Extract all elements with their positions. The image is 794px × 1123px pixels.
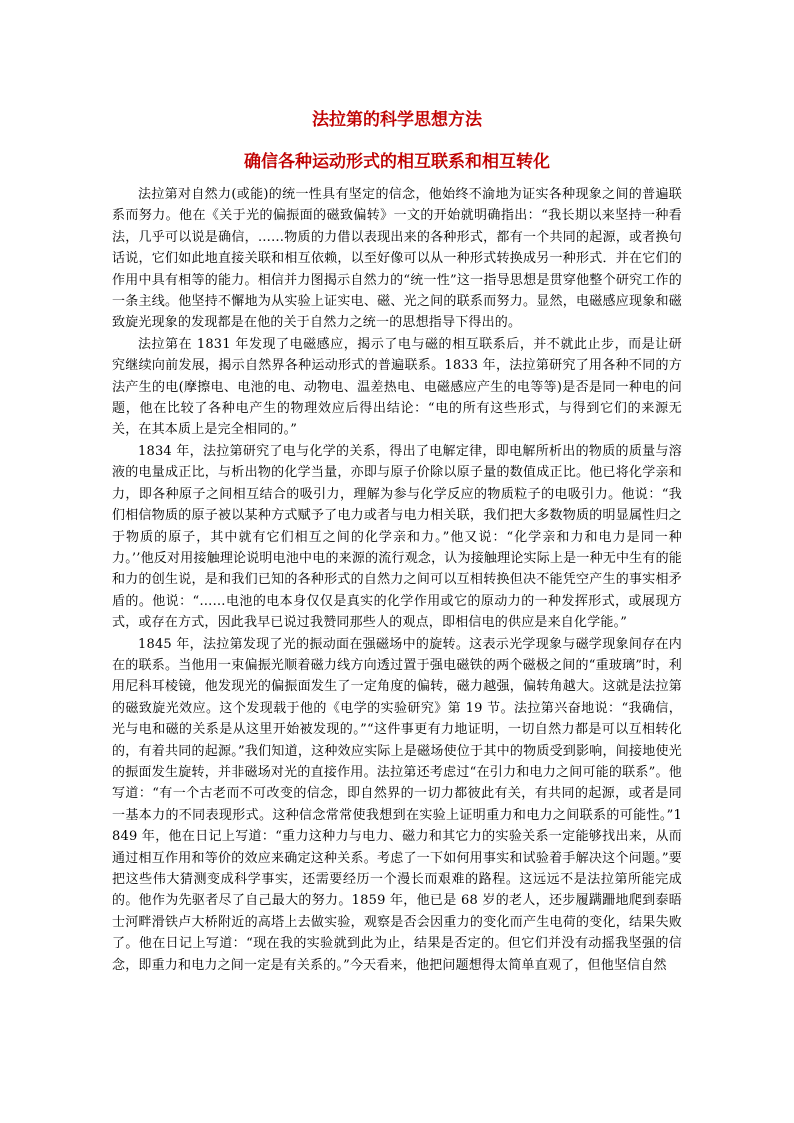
body-paragraph-1: 法拉第对自然力(或能)的统一性具有坚定的信念，他始终不渝地为证实各种现象之间的普遍联系而努力。他在《关于光的偏振面的磁致偏转》一文的开始就明确指出：“我长期以来坚持一种看法，几乎可以说是确信，……物质的力借以表现出来的各种形式，都有一个共同的起源，或者换句话说，它们如此地直接关联和相互依赖，以至好像可以从一种形式转换成另一种形式．并在它们的作用中具有相等的能力。相信并力图揭示自然力的“统一性”这一指导思想是贯穿他整个研究工作的一条主线。他坚持不懈地为从实验上证实电、磁、光之间的联系而努力。显然，电磁感应现象和磁致旋光现象的发现都是在他的关于自然力之统一的思想指导下得出的。 <box>112 187 682 331</box>
document-page <box>112 100 682 976</box>
body-paragraph-3: 1834 年，法拉第研究了电与化学的关系，得出了电解定律，即电解所析出的物质的质量与溶液的电量成正比，与析出物的化学当量，亦即与原子价除以原子量的数值成正比。他已将化学亲和力，即各种原子之间相互结合的吸引力，理解为参与化学反应的物质粒子的电吸引力。他说：“我们相信物质的原子被以某种方式赋予了电力或者与电力相关联，我们把大多数物质的明显属性归之于物质的原子，其中就有它们相互之间的化学亲和力。”他又说：“化学亲和力和电力是同一种力。’’他反对用接触理论说明电池中电的来源的流行观念，认为接触理论实际上是一种无中生有的能和力的创生说，是和我们已知的各种形式的自然力之间可以互相转换但决不能凭空产生的事实相矛盾的。他说：“……电池的电本身仅仅是真实的化学作用或它的原动力的一种发挥形式，或展现方式，或存在方式，因此我早已说过我赞同那些人的观点，即相信电的供应是来自化学能。” <box>112 443 682 631</box>
section-heading: 确信各种运动形式的相互联系和相互转化 <box>244 152 550 172</box>
body-paragraph-4: 1845 年，法拉第发现了光的振动面在强磁场中的旋转。这表示光学现象与磁学现象间存在内在的联系。当他用一束偏振光顺着磁力线方向透过置于强电磁铁的两个磁极之间的“重玻璃”时，利用尼科耳棱镜，他发现光的偏振面发生了一定角度的偏转，磁力越强，偏转角越大。这就是法拉第的磁致旋光效应。这个发现载于他的《电学的实验研究》第 19 节。法拉第兴奋地说：“我确信，光与电和磁的关系是从这里开始被发现的。”“这件事更有力地证明，一切自然力都是可以互相转化的，有着共同的起源。”我们知道，这种效应实际上是磁场使位于其中的物质受到影响，间接地使光的振面发生旋转，并非磁场对光的直接作用。法拉第还考虑过“在引力和电力之间可能的联系”。他写道：“有一个古老而不可改变的信念，即自然界的一切力都彼此有关，有共同的起源，或者是同一基本力的不同表现形式。这种信念常常使我想到在实验上证明重力和电力之间联系的可能性。”1849 年，他在日记上写道：“重力这种力与电力、磁力和其它力的实验关系一定能够找出来，从而通过相互作用和等价的效应来确定这种关系。考虑了一下如何用事实和试验着手解决这个问题。”要把这些伟大猜测变成科学事实，还需要经历一个漫长而艰难的路程。这远远不是法拉第所能完成的。他作为先驱者尽了自己最大的努力。1859 年，他已是 68 岁的老人，还步履蹒跚地爬到泰晤士河畔滑铁卢大桥附近的高塔上去做实验，观察是否会因重力的变化而产生电荷的变化，结果失败了。他在日记上写道：“现在我的实验就到此为止，结果是否定的。但它们并没有动摇我坚强的信念，即重力和电力之间一定是有关系的。”今天看来，他把问题想得太简单直观了，但他坚信自然 <box>112 636 682 973</box>
body-paragraph-2: 法拉第在 1831 年发现了电磁感应，揭示了电与磁的相互联系后，并不就此止步，而是让研究继续向前发展，揭示自然界各种运动形式的普遍联系。1833 年，法拉第研究了用各种不同的方法产生的电(摩擦电、电池的电、动物电、温差热电、电磁感应产生的电等等)是否是同一种电的问题，他在比较了各种电产生的物理效应后得出结论：“电的所有这些形式，与得到它们的来源无关，在其本质上是完全相同的。” <box>112 336 682 438</box>
document-title: 法拉第的科学思想方法 <box>312 110 482 130</box>
